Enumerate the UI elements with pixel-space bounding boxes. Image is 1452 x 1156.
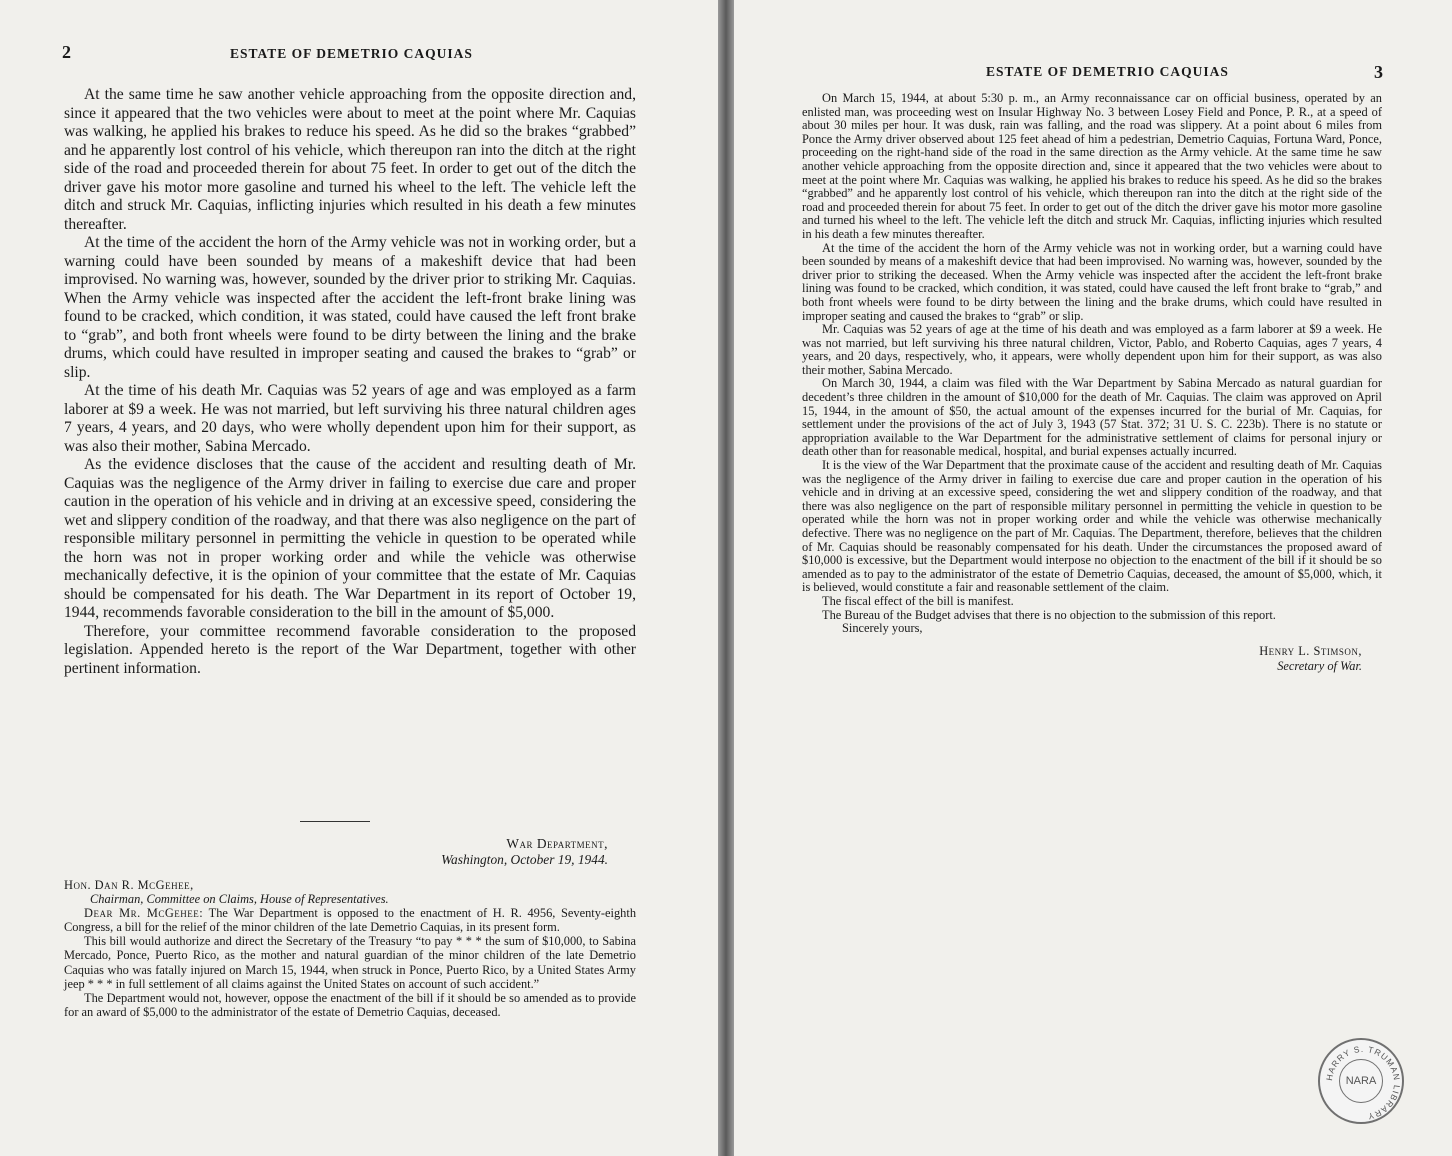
letter-paragraph: This bill would authorize and direct the Secretary of the Treasury “to pay * * * the sum of $10,000, to Sabina Mercado, Ponce, Puerto Rico, as the mother and natural guardian of the minor children of the late Demetrio Caquias who was fatally injured on March 15, 1944, when struck in Ponce, Puerto Rico, by a United States Army jeep * * * in full settlement of all claims against the United States on account of such accident.” <box>64 934 636 991</box>
library-stamp-icon <box>1318 1038 1404 1124</box>
right-body-text <box>802 92 1382 674</box>
letter-dateline: Washington, October 19, 1944. <box>441 852 608 867</box>
left-paragraph: At the time of the accident the horn of the Army vehicle was not in working order, but a warning could have been sounded by means of a makeshift device that had been improvised. No warning was, however, sounded by the driver prior to striking Mr. Caquias. When the Army vehicle was inspected after the accident the left-front brake lining was found to be cracked, which condition, it was stated, could have caused the left front brake to “grab”, and both front wheels were found to be dirty between the lining and the brake drums, which could have resulted in improper seating and caused the brakes to “grab” or slip. <box>64 234 636 381</box>
left-page <box>0 0 718 1156</box>
left-running-head: ESTATE OF DEMETRIO CAQUIAS <box>230 46 473 61</box>
right-paragraph: The Bureau of the Budget advises that there is no objection to the submission of this report. <box>822 607 1276 622</box>
letter-paragraph: The War Department is opposed to the enactment of H. R. 4956, Seventy-eighth Congress, a bill for the relief of the minor children of the late Demetrio Caquias, in its present form. <box>64 906 637 935</box>
right-running-head: ESTATE OF DEMETRIO CAQUIAS <box>986 64 1229 79</box>
signature-block <box>802 644 1362 674</box>
stamp-ring-text: HARRY S. TRUMAN LIBRARY <box>1323 1043 1403 1122</box>
right-paragraph: At the time of the accident the horn of the Army vehicle was not in working order, but a warning could have been sounded by means of a makeshift device that had been improvised. No warning was, however, sounded by the driver prior to striking the deceased. When the Army vehicle was inspected after the accident the left-front brake lining was found to be cracked, which condition, it was stated, could have caused the left front brake to “grab,” and both front wheels were found to be dirty between the lining and the brake drums, which could have resulted in improper seating and caused the brakes to “grab” or slip. <box>802 240 1382 323</box>
right-page-number: 3 <box>1374 62 1383 82</box>
left-body-text <box>64 86 636 678</box>
left-paragraph: At the time of his death Mr. Caquias was 52 years of age and was employed as a farm laborer at $9 a week. He was not married, but left surviving his three natural children ages 7 years, 4 years, and 20 days, who were wholly dependent upon him for their support, as was also their mother, Sabina Mercado. <box>64 382 636 455</box>
letter-addressee-name: Hon. Dan R. McGehee, <box>64 878 194 892</box>
stamp-center-text: NARA <box>1339 1059 1383 1103</box>
letter-address <box>64 878 636 906</box>
right-paragraph: On March 15, 1944, at about 5:30 p. m., an Army reconnaissance car on official business, operated by an enlisted man, was proceeding west on Insular Highway No. 3 between Losey Field and Ponce, P. R., at a speed of about 30 miles per hour. It was dusk, rain was falling, and the road was slippery. At a point about 6 miles from Ponce the Army driver observed about 125 feet ahead of him a pedestrian, Demetrio Caquias, Fortuna Ward, Ponce, proceeding on the right-hand side of the road in the same direction as the Army vehicle. At the same time he saw another vehicle approaching from the opposite direction and, since it appeared that the two vehicles were about to meet at the point where Mr. Caquias was walking, he applied his brakes to reduce his speed. As he did so the brakes “grabbed” and he apparently lost control of his vehicle, which thereupon ran into the ditch at the right side of the road and proceeded therein for about 75 feet. In order to get out of the ditch the driver gave his motor more gasoline and turned his wheel to the left. The vehicle left the ditch and struck Mr. Caquias, inflicting injuries which resulted in his death a few minutes thereafter. <box>802 91 1382 241</box>
section-divider <box>300 821 370 822</box>
book-gutter <box>718 0 734 1156</box>
letter-addressee-title: Chairman, Committee on Claims, House of Representatives. <box>90 892 389 907</box>
left-page-number: 2 <box>62 42 71 62</box>
right-paragraph: On March 30, 1944, a claim was filed with the War Department by Sabina Mercado as natural guardian for decedent’s three children in the amount of $10,000 for the death of Mr. Caquias. The claim was approved on April 15, 1944, in the amount of $50, the actual amount of the expenses incurred for the burial of Mr. Caquias, for settlement under the provisions of the act of July 3, 1943 (57 Stat. 372; 31 U. S. C. 223b). There is no statute or appropriation available to the War Department for the administrative settlement of claims for personal injury or death other than for reasonable medical, hospital, and burial expenses actually incurred. <box>802 376 1382 459</box>
left-paragraph: At the same time he saw another vehicle approaching from the opposite direction and, since it appeared that the two vehicles were about to meet at the point where Mr. Caquias was walking, he applied his brakes to reduce his speed. As he did so the brakes “grabbed” and he apparently lost control of his vehicle, which thereupon ran into the ditch at the right side of the road and proceeded therein for about 75 feet. In order to get out of the ditch the driver gave his motor more gasoline and turned his wheel to the left. The vehicle left the ditch and struck Mr. Caquias, inflicting injuries which resulted in his death a few minutes thereafter. <box>64 86 636 233</box>
right-paragraph: It is the view of the War Department that the proximate cause of the accident and resulting death of Mr. Caquias was the negligence of the Army driver in failing to exercise due care and proper caution in the operation of his vehicle and in driving at an excessive speed, considering the wet and slippery condition of the roadway, and that there was also negligence on the part of responsible military personnel in permitting the vehicle in question to be operated while the horn was not in proper working order and while the vehicle was otherwise mechanically defective. There was no negligence on the part of Mr. Caquias. The Department, therefore, believes that the children of Mr. Caquias should be reasonably compensated for his death. Under the circumstances the proposed award of $10,000 is excessive, but the Department would interpose no objection to the enactment of the bill if it should be so amended as to pay to the administrator of the estate of Demetrio Caquias, deceased, the amount of $5,000, which, it is believed, would constitute a fair and reasonable settlement of the claim. <box>802 458 1382 595</box>
letter-body <box>64 876 636 1019</box>
letter-salutation: Dear Mr. McGehee: <box>84 906 204 921</box>
signer-name: Henry L. Stimson, <box>1259 643 1362 658</box>
letter-closing: Sincerely yours, <box>842 621 923 636</box>
right-paragraph: The fiscal effect of the bill is manifest. <box>822 593 1014 608</box>
letter-paragraph: The Department would not, however, oppose the enactment of the bill if it should be so amended as to provide for an award of $5,000 to the administrator of the estate of Demetrio Caquias, deceased. <box>64 990 636 1019</box>
signer-title: Secretary of War. <box>1277 658 1362 673</box>
letter-department: War Department, <box>506 836 608 851</box>
right-paragraph: Mr. Caquias was 52 years of age at the time of his death and was employed as a farm laborer at $9 a week. He was not married, but left surviving his three natural children, Victor, Pablo, and Roberto Caquias, ages 7 years, 4 years, and 20 days, respectively, who, it appears, were wholly dependent upon him for their support, as was also their mother, Sabina Mercado. <box>802 322 1382 377</box>
letter-header <box>64 808 636 868</box>
left-paragraph: Therefore, your committee recommend favorable consideration to the proposed legislation. Appended hereto is the report of the War Department, together with other pertinent information. <box>64 622 636 677</box>
left-paragraph: As the evidence discloses that the cause of the accident and resulting death of Mr. Caquias was the negligence of the Army driver in failing to exercise due care and proper caution in the operation of his vehicle and in driving at an excessive speed, considering the wet and slippery condition of the roadway, and that there was also negligence on the part of responsible military personnel in permitting the vehicle in question to be operated while the horn was not in proper working order and while the vehicle was otherwise mechanically defective, it is the opinion of your committee that the estate of Mr. Caquias should be compensated for his death. The War Department in its report of October 19, 1944, recommends favorable consideration to the bill in the amount of $5,000. <box>64 456 636 621</box>
